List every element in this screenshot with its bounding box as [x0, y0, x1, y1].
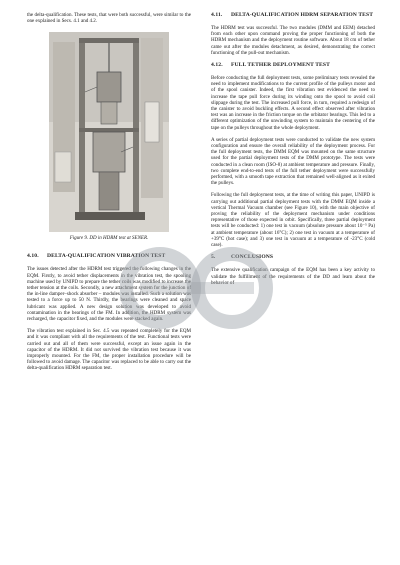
section-number: 4.11.	[211, 12, 223, 18]
section-title: FULL TETHER DEPLOYMENT TEST	[231, 62, 330, 69]
right-column	[211, 12, 375, 292]
section-heading-4-10	[27, 253, 191, 260]
figure-caption: Figure 9. DD in HDRM test at SENER.	[69, 236, 149, 242]
section-heading-4-12	[211, 62, 375, 69]
hdrm-test-photo	[49, 32, 169, 232]
section-4-12-paragraph-2: A series of partial deployment tests were conducted to validate the new system configuration and ensure the overall reliability of the deployment process. For the full deployment tests, the DMM EQM was mounted on the same structure used for the partial deployment tests of the DMM prototype. The tests were conducted in a clean room (ISO-8) at ambient temperature and pressure. Finally, two complete end-to-end tests of the full tether deployment were successfully performed, with a smooth tape extraction that remained well-aligned as it exited the pulleys.	[211, 136, 375, 187]
intro-paragraph: the delta-qualification. These tests, that were both successful, were similar to the one explained in Secs. 4.1 and 4.2.	[27, 12, 191, 25]
figure-9	[49, 32, 169, 232]
section-5-paragraph-1: The extensive qualification campaign of the EQM has been a key activity to validate the fulfillment of the requirements of the DD and learn about the behavior of	[211, 267, 375, 286]
section-title: DELTA-QUALIFICATION HDRM SEPARATION TEST	[231, 12, 374, 18]
section-number: 4.12.	[211, 62, 223, 69]
section-title: DELTA-QUALIFICATION VIBRATION TEST	[47, 253, 166, 260]
section-4-11-paragraph-1: The HDRM test was successful. The two modules (DMM and EEM) detached from each other upon command proving the proper functioning of both the HDRM mechanism and the deployment routine software. About 18 cm of tether came out after the modules detachment, as desired, demonstrating the correct functioning of the pull-out mechanism.	[211, 25, 375, 56]
section-4-10-paragraph-1: The issues detected after the HDRM test triggered the following changes in the EQM. Firstly, to avoid tether displacements in the vibration test, the spooling machine used by UNIPD to prepare the tether coils was modified to increase the tether tension at the coils. Secondly, a new attachment system for the junction of the in-line damper–shock absorber – modules was installed. Such a solution was tested to a force up to 50 N. Thirdly, the bearings were cleaned and space lubricant was applied. A new design solution was developed to avoid contamination in the bearings of the FM. In addition, the HDRM system was recharged, the capacitor fixed, and the modules were stacked again.	[27, 266, 191, 323]
section-4-10-paragraph-2: The vibration test explained in Sec. 4.5 was repeated completely for the EQM and it was compliant with all the requirements of the test. Functional tests were carried out and all of them were successful, except an issue again in the capacitor of the HDRM. It did not survived the vibration test because it was improperly mounted. For the FM, the proper installation procedure will be followed to avoid damage. The capacitor was replaced to be able to carry out the delta-qualification HDRM separation test.	[27, 328, 191, 372]
section-4-12-paragraph-1: Before conducting the full deployment tests, some preliminary tests revealed the need to implement modifications to the current profile of the pulleys motor and of the spool canister. Indeed, the first vibration test evidenced the need to increase the tape pull force during its winding onto the spool to avoid coil slippage during the test. The increased pull force, in turn, required a redesign of the canister to avoid buckling effects. A second effect observed after vibration test was an increase in the friction torque on the orbitator bearings. This led to a different optimization of the unwinding system to maintain the centering of the tape on the pulleys throughout the whole deployment.	[211, 75, 375, 131]
section-number: 5.	[211, 254, 216, 261]
section-heading-4-11	[211, 12, 375, 19]
section-title: CONCLUSIONS	[231, 254, 274, 261]
section-number: 4.10.	[27, 253, 39, 260]
section-heading-5	[211, 254, 375, 261]
left-column	[27, 12, 191, 378]
section-4-12-paragraph-3: Following the full deployment tests, at the time of writing this paper, UNIPD is carrying out additional partial deployment tests with the DMM EQM inside a vertical Thermal Vacuum chamber (see Figure 10), with the main objective of proving the reliability of the deployment mechanism under conditions representative of those expected in orbit. Specifically, three partial deployment tests will be conducted: 1) one test in vacuum (absolute pressure about 10⁻⁵ Pa) at ambient temperature (about 16°C); 2) one test in vacuum at a temperature of +39°C (hot case); and 3) one test in vacuum at a temperature of -23°C (cold case).	[211, 192, 375, 249]
